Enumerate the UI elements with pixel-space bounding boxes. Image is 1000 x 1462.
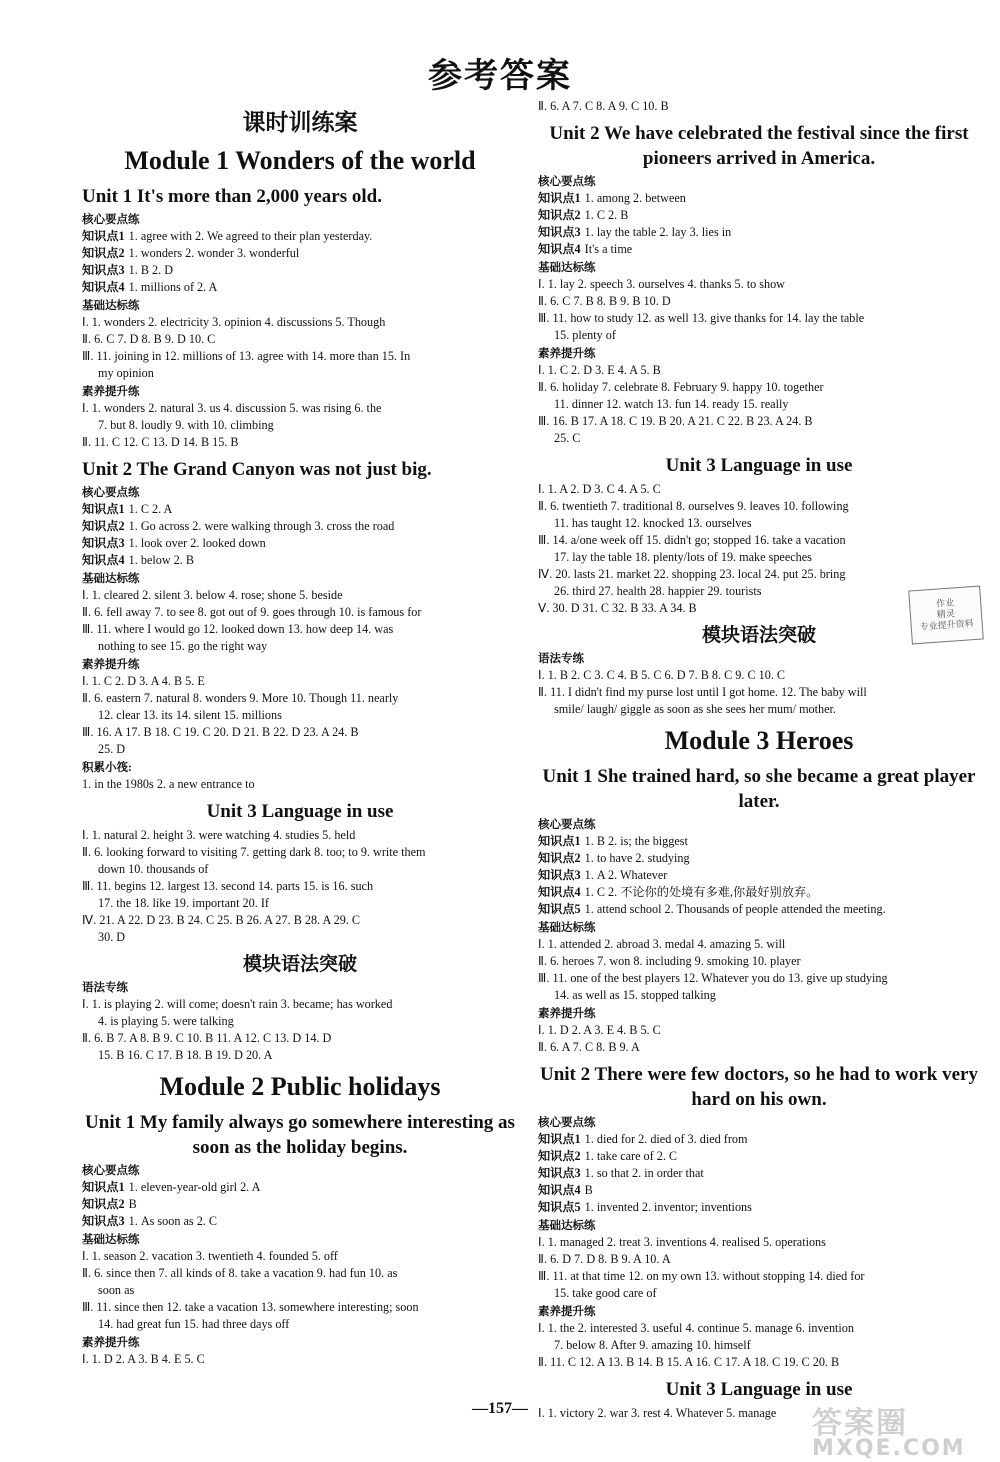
answer-text: Ⅰ. 1. lay 2. speech 3. ourselves 4. thanks 5. to show (538, 277, 785, 291)
answer-line (538, 684, 980, 701)
watermark-logo (812, 1398, 992, 1461)
answer-line-continued: 25. C (554, 431, 581, 445)
answer-line (82, 501, 518, 518)
knowledge-point-label: 知识点2 (82, 246, 125, 260)
answer-text: Ⅱ. 6. A 7. C 8. B 9. A (538, 1040, 640, 1054)
answer-text: 1. eleven-year-old girl 2. A (128, 1180, 261, 1194)
answer-text: Ⅰ. 1. is playing 2. will come; doesn't rain 3. became; has worked (82, 997, 393, 1011)
exercise-section-label: 素养提升练 (82, 659, 140, 671)
answer-line (538, 566, 980, 583)
answer-line (538, 276, 980, 293)
exercise-section-label: 语法专练 (538, 653, 584, 665)
stamp-line-3: 专业提升资料 (919, 618, 975, 633)
answer-line (82, 1351, 518, 1368)
answer-line (538, 241, 980, 258)
answer-line-continued: my opinion (98, 366, 154, 380)
answer-text: Ⅰ. 1. wonders 2. natural 3. us 4. discussion 5. was rising 6. the (82, 401, 382, 415)
answer-text: Ⅲ. 16. A 17. B 18. C 19. C 20. D 21. B 22. D 23. A 24. B (82, 725, 359, 739)
knowledge-point-label: 知识点3 (82, 536, 125, 550)
answer-line (82, 279, 518, 296)
answer-line (538, 833, 980, 850)
answer-line (538, 1354, 980, 1371)
answer-line-continued: 15. take good care of (554, 1286, 657, 1300)
answer-text: 1. in the 1980s 2. a new entrance to (82, 777, 255, 791)
answer-line (538, 293, 980, 310)
answer-line (538, 1234, 980, 1251)
answer-text: Ⅱ. 6. A 7. C 8. A 9. C 10. B (538, 99, 669, 113)
answer-line-continued: 12. clear 13. its 14. silent 15. millions (98, 708, 282, 722)
answer-text: 1. take care of 2. C (584, 1149, 678, 1163)
answer-line-continued: 4. is playing 5. were talking (98, 1014, 234, 1028)
exercise-section-label: 核心要点练 (538, 1117, 596, 1129)
answer-line (82, 673, 518, 690)
left-column (82, 98, 518, 1368)
answer-text: Ⅰ. 1. C 2. D 3. A 4. B 5. E (82, 674, 205, 688)
answer-text: Ⅱ. 6. heroes 7. won 8. including 9. smoking 10. player (538, 954, 801, 968)
answer-text: Ⅱ. 6. D 7. D 8. B 9. A 10. A (538, 1252, 671, 1266)
answer-text: 1. C 2. 不论你的处境有多难,你最好别放弃。 (584, 885, 819, 899)
answer-line (538, 936, 980, 953)
knowledge-point-label: 知识点2 (538, 1149, 581, 1163)
answer-text: It's a time (584, 242, 633, 256)
answer-text: Ⅱ. 6. fell away 7. to see 8. got out of 9. goes through 10. is famous for (82, 605, 422, 619)
answer-line (538, 1039, 980, 1056)
answer-text: Ⅰ. 1. natural 2. height 3. were watching 4. studies 5. held (82, 828, 356, 842)
answer-text: Ⅰ. 1. managed 2. treat 3. inventions 4. realised 5. operations (538, 1235, 826, 1249)
answer-line (538, 379, 980, 396)
answer-text: Ⅴ. 30. D 31. C 32. B 33. A 34. B (538, 601, 697, 615)
answer-line (82, 331, 518, 348)
answer-line-continued: 25. D (98, 742, 126, 756)
answer-text: 1. As soon as 2. C (128, 1214, 218, 1228)
answer-line (538, 1165, 980, 1182)
unit-heading: Unit 3 Language in use (665, 455, 853, 476)
answer-line-continued: 7. below 8. After 9. amazing 10. himself (554, 1338, 751, 1352)
answer-line (538, 850, 980, 867)
answer-line (82, 996, 518, 1013)
answer-text: 1. millions of 2. A (128, 280, 218, 294)
answer-text: Ⅰ. 1. D 2. A 3. E 4. B 5. C (538, 1023, 661, 1037)
answer-text: Ⅰ. 1. cleared 2. silent 3. below 4. rose; shone 5. beside (82, 588, 343, 602)
answer-text: 1. so that 2. in order that (584, 1166, 704, 1180)
knowledge-point-label: 知识点3 (538, 868, 581, 882)
answer-line-continued: 30. D (98, 930, 126, 944)
homework-stamp (908, 586, 984, 645)
answer-line-continued: 15. B 16. C 17. B 18. B 19. D 20. A (98, 1048, 273, 1062)
answer-text: Ⅱ. 6. C 7. D 8. B 9. D 10. C (82, 332, 216, 346)
answer-text: Ⅰ. 1. wonders 2. electricity 3. opinion 4. discussions 5. Though (82, 315, 386, 329)
answer-line-continued: 17. the 18. like 19. important 20. If (98, 896, 269, 910)
exercise-section-label: 素养提升练 (82, 1337, 140, 1349)
unit-heading: Unit 3 Language in use (665, 1379, 853, 1400)
answer-line (538, 98, 980, 115)
exercise-section-label: 基础达标练 (82, 1234, 140, 1246)
answer-line (82, 776, 518, 793)
knowledge-point-label: 知识点5 (538, 902, 581, 916)
knowledge-point-label: 知识点1 (538, 834, 581, 848)
answer-line-continued: 14. as well as 15. stopped talking (554, 988, 716, 1002)
answer-text: Ⅳ. 20. lasts 21. market 22. shopping 23. local 24. put 25. bring (538, 567, 846, 581)
knowledge-point-label: 知识点3 (82, 263, 125, 277)
answer-line (82, 552, 518, 569)
exercise-section-label: 素养提升练 (82, 386, 140, 398)
answer-text: Ⅰ. 1. D 2. A 3. B 4. E 5. C (82, 1352, 205, 1366)
answer-line (82, 348, 518, 365)
answer-line (538, 867, 980, 884)
answer-line (82, 724, 518, 741)
answer-text: 1. attend school 2. Thousands of people attended the meeting. (584, 902, 886, 916)
answer-line (82, 535, 518, 552)
answer-text: Ⅲ. 16. B 17. A 18. C 19. B 20. A 21. C 22. B 23. A 24. B (538, 414, 813, 428)
page-number: —157— (472, 1400, 528, 1417)
answer-text: 1. look over 2. looked down (128, 536, 266, 550)
answer-text: Ⅱ. 6. eastern 7. natural 8. wonders 9. More 10. Though 11. nearly (82, 691, 399, 705)
exercise-section-label: 基础达标练 (538, 262, 596, 274)
answer-line-continued: 17. lay the table 18. plenty/lots of 19. make speeches (554, 550, 812, 564)
answer-text: Ⅱ. 6. C 7. B 8. B 9. B 10. D (538, 294, 671, 308)
module-heading: Module 2 Public holidays (159, 1072, 441, 1101)
answer-line-continued: 26. third 27. health 28. happier 29. tourists (554, 584, 762, 598)
answer-text: Ⅲ. 11. joining in 12. millions of 13. agree with 14. more than 15. In (82, 349, 411, 363)
stamp-line-1: 作业 (935, 597, 955, 610)
knowledge-point-label: 知识点1 (82, 229, 125, 243)
exercise-section-label: 核心要点练 (538, 819, 596, 831)
answer-line (82, 1248, 518, 1265)
knowledge-point-label: 知识点4 (82, 280, 125, 294)
answer-line (82, 518, 518, 535)
answer-text: Ⅰ. 1. A 2. D 3. C 4. A 5. C (538, 482, 661, 496)
knowledge-point-label: 知识点4 (82, 553, 125, 567)
knowledge-point-label: 知识点1 (538, 1132, 581, 1146)
answer-text: Ⅲ. 11. how to study 12. as well 13. give thanks for 14. lay the table (538, 311, 865, 325)
exercise-section-label: 基础达标练 (538, 1220, 596, 1232)
answer-line (82, 314, 518, 331)
knowledge-point-label: 知识点2 (538, 851, 581, 865)
answer-text: 1. invented 2. inventor; inventions (584, 1200, 752, 1214)
answer-line (538, 1251, 980, 1268)
answer-text: Ⅲ. 11. begins 12. largest 13. second 14. parts 15. is 16. such (82, 879, 374, 893)
answer-text: Ⅰ. 1. C 2. D 3. E 4. A 5. B (538, 363, 661, 377)
answer-line (538, 1199, 980, 1216)
unit-heading: Unit 1 It's more than 2,000 years old. (82, 186, 382, 207)
knowledge-point-label: 知识点3 (82, 1214, 125, 1228)
exercise-section-label: 核心要点练 (538, 176, 596, 188)
answer-text: 1. C 2. A (128, 502, 173, 516)
unit-heading: Unit 2 There were few doctors, so he had to work very hard on his own. (539, 1064, 978, 1110)
knowledge-point-label: 知识点1 (82, 502, 125, 516)
watermark-top: 答案圈 (812, 1406, 908, 1441)
answer-text: 1. lay the table 2. lay 3. lies in (584, 225, 732, 239)
answer-line (538, 1022, 980, 1039)
answer-line (82, 1265, 518, 1282)
exercise-section-label: 基础达标练 (82, 573, 140, 585)
answer-text: Ⅱ. 11. C 12. A 13. B 14. B 15. A 16. C 17. A 18. C 19. C 20. B (538, 1355, 840, 1369)
knowledge-point-label: 知识点5 (538, 1200, 581, 1214)
knowledge-point-label: 知识点4 (538, 885, 581, 899)
answer-line (82, 587, 518, 604)
answer-line (82, 400, 518, 417)
answer-text: Ⅱ. 11. I didn't find my purse lost until I got home. 12. The baby will (538, 685, 867, 699)
answer-line (82, 262, 518, 279)
answer-line (82, 228, 518, 245)
answer-line (82, 878, 518, 895)
answer-text: 1. died for 2. died of 3. died from (584, 1132, 748, 1146)
answer-line (538, 190, 980, 207)
answer-text: 1. B 2. is; the biggest (584, 834, 688, 848)
answer-text: Ⅰ. 1. B 2. C 3. C 4. B 5. C 6. D 7. B 8. C 9. C 10. C (538, 668, 786, 682)
knowledge-point-label: 知识点2 (82, 1197, 125, 1211)
knowledge-point-label: 知识点4 (538, 1183, 581, 1197)
answer-text: Ⅱ. 6. B 7. A 8. B 9. C 10. B 11. A 12. C 13. D 14. D (82, 1031, 332, 1045)
knowledge-point-label: 知识点3 (538, 225, 581, 239)
answer-line (538, 1131, 980, 1148)
answer-line (538, 667, 980, 684)
answer-text: Ⅱ. 6. since then 7. all kinds of 8. take a vacation 9. had fun 10. as (82, 1266, 398, 1280)
answer-line (82, 1299, 518, 1316)
answer-line (538, 224, 980, 241)
answer-line (82, 912, 518, 929)
answer-text: 1. Go across 2. were walking through 3. cross the road (128, 519, 395, 533)
answer-line (82, 621, 518, 638)
knowledge-point-label: 知识点1 (538, 191, 581, 205)
answer-line (538, 953, 980, 970)
answer-text: Ⅰ. 1. attended 2. abroad 3. medal 4. amazing 5. will (538, 937, 786, 951)
answer-text: Ⅳ. 21. A 22. D 23. B 24. C 25. B 26. A 27. B 28. A 29. C (82, 913, 361, 927)
answer-line (538, 1320, 980, 1337)
answer-line (82, 604, 518, 621)
answer-line (538, 481, 980, 498)
exercise-section-label: 素养提升练 (538, 1306, 596, 1318)
module-heading: Module 1 Wonders of the world (124, 146, 476, 175)
answer-line (82, 245, 518, 262)
exercise-section-label: 基础达标练 (82, 300, 140, 312)
knowledge-point-label: 知识点4 (538, 242, 581, 256)
exercise-section-label: 素养提升练 (538, 348, 596, 360)
answer-text: 1. wonders 2. wonder 3. wonderful (128, 246, 300, 260)
answer-line (538, 207, 980, 224)
knowledge-point-label: 知识点2 (82, 519, 125, 533)
answer-text: Ⅲ. 11. since then 12. take a vacation 13. somewhere interesting; soon (82, 1300, 419, 1314)
answer-line (82, 827, 518, 844)
answer-text: 1. C 2. B (584, 208, 629, 222)
right-column (538, 98, 980, 1422)
answer-line-continued: 11. dinner 12. watch 13. fun 14. ready 15. really (554, 397, 789, 411)
exercise-section-label: 积累小筏: (82, 762, 132, 774)
answer-line-continued: 11. has taught 12. knocked 13. ourselves (554, 516, 752, 530)
answer-text: 1. to have 2. studying (584, 851, 690, 865)
answer-line (538, 532, 980, 549)
answer-text: 1. B 2. D (128, 263, 174, 277)
section-title: 课时训练案 (242, 110, 358, 135)
answer-text: Ⅲ. 14. a/one week off 15. didn't go; stopped 16. take a vacation (538, 533, 846, 547)
answer-line-continued: 15. plenty of (554, 328, 616, 342)
answer-text: Ⅲ. 11. where I would go 12. looked down 13. how deep 14. was (82, 622, 394, 636)
answer-text: Ⅱ. 11. C 12. C 13. D 14. B 15. B (82, 435, 239, 449)
answer-text: Ⅲ. 11. one of the best players 12. Whatever you do 13. give up studying (538, 971, 888, 985)
page-title: 参考答案 (428, 58, 572, 95)
answer-text: Ⅰ. 1. the 2. interested 3. useful 4. continue 5. manage 6. invention (538, 1321, 854, 1335)
answer-text: Ⅰ. 1. victory 2. war 3. rest 4. Whatever 5. manage (538, 1406, 777, 1420)
answer-line (538, 1268, 980, 1285)
knowledge-point-label: 知识点1 (82, 1180, 125, 1194)
answer-line (538, 970, 980, 987)
answer-line (538, 362, 980, 379)
answer-line-continued: down 10. thousands of (98, 862, 209, 876)
module-heading: Module 3 Heroes (664, 726, 854, 755)
answer-line-continued: nothing to see 15. go the right way (98, 639, 268, 653)
knowledge-point-label: 知识点2 (538, 208, 581, 222)
exercise-section-label: 核心要点练 (82, 1165, 140, 1177)
answer-line (82, 1196, 518, 1213)
unit-heading: 模块语法突破 (701, 625, 816, 646)
answer-text: Ⅲ. 11. at that time 12. on my own 13. without stopping 14. died for (538, 1269, 865, 1283)
stamp-line-2: 精灵 (936, 608, 956, 621)
answer-line (82, 1030, 518, 1047)
answer-text: B (128, 1197, 137, 1211)
answer-line (538, 901, 980, 918)
answer-line (82, 690, 518, 707)
exercise-section-label: 核心要点练 (82, 214, 140, 226)
answer-text: 1. A 2. Whatever (584, 868, 668, 882)
answer-line (538, 413, 980, 430)
answer-text: Ⅰ. 1. season 2. vacation 3. twentieth 4. founded 5. off (82, 1249, 338, 1263)
answer-line (82, 1213, 518, 1230)
unit-heading: Unit 2 The Grand Canyon was not just big. (82, 459, 432, 480)
exercise-section-label: 基础达标练 (538, 922, 596, 934)
answer-text: Ⅱ. 6. holiday 7. celebrate 8. February 9. happy 10. together (538, 380, 824, 394)
answer-line (538, 498, 980, 515)
answer-line-continued: 7. but 8. loudly 9. with 10. climbing (98, 418, 274, 432)
exercise-section-label: 语法专练 (82, 982, 128, 994)
watermark-bottom: MXQE.COM (812, 1436, 966, 1461)
knowledge-point-label: 知识点3 (538, 1166, 581, 1180)
unit-heading: Unit 1 My family always go somewhere interesting as soon as the holiday begins. (85, 1112, 515, 1158)
answer-text: 1. among 2. between (584, 191, 686, 205)
exercise-section-label: 素养提升练 (538, 1008, 596, 1020)
answer-text: Ⅱ. 6. looking forward to visiting 7. getting dark 8. too; to 9. write them (82, 845, 426, 859)
answer-line (538, 310, 980, 327)
unit-heading: Unit 2 We have celebrated the festival since the first pioneers arrived in America. (549, 123, 969, 169)
answer-line-continued: smile/ laugh/ giggle as soon as she sees her mum/ mother. (554, 702, 836, 716)
answer-text: B (584, 1183, 593, 1197)
answer-text: 1. below 2. B (128, 553, 194, 567)
unit-heading: 模块语法突破 (242, 954, 357, 975)
answer-line-continued: 14. had great fun 15. had three days off (98, 1317, 290, 1331)
answer-text: 1. agree with 2. We agreed to their plan yesterday. (128, 229, 373, 243)
unit-heading: Unit 3 Language in use (206, 801, 394, 822)
exercise-section-label: 核心要点练 (82, 487, 140, 499)
answer-line-continued: soon as (98, 1283, 135, 1297)
unit-heading: Unit 1 She trained hard, so she became a great player later. (542, 766, 976, 812)
answer-line (82, 434, 518, 451)
answer-line (82, 1179, 518, 1196)
answer-line (82, 844, 518, 861)
answer-line (538, 1182, 980, 1199)
answer-text: Ⅱ. 6. twentieth 7. traditional 8. ourselves 9. leaves 10. following (538, 499, 849, 513)
answer-line (538, 884, 980, 901)
answer-line (538, 1148, 980, 1165)
